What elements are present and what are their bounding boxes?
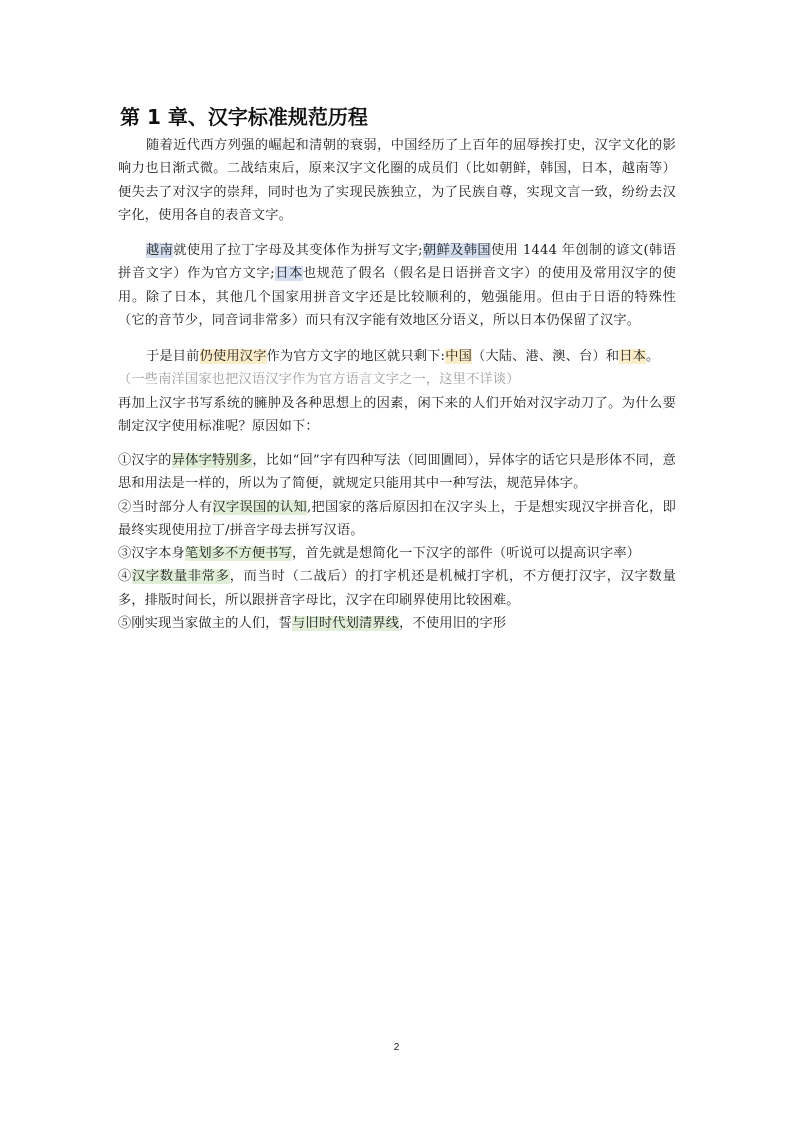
list-item	[118, 542, 676, 565]
list-item	[118, 449, 676, 496]
text-segment: 于是目前	[146, 349, 200, 364]
item-text: ,把国家的落后原因扣在汉字头上，于是想实现汉字拼音化，即最终实现使用拉丁/拼音字母去拼写汉语。	[118, 499, 676, 538]
item-text: ，而当时（二战后）的打字机还是机械打字机，不方便打汉字，汉字数量多，排版时间长，所以跟拼音字母比，汉字在印刷界使用比较困难。	[118, 569, 676, 608]
highlight-strokes: 笔划多不方便书写	[184, 546, 293, 562]
gray-note: （一些南洋国家也把汉语汉字作为官方语言文字之一，这里不详谈）	[118, 372, 520, 388]
chapter-title: 第 1 章、汉字标准规范历程	[120, 105, 368, 129]
highlight-japan-yellow: 日本	[619, 349, 647, 364]
text-segment: 再加上汉字书写系统的臃肿及各种思想上的因素，闲下来的人们开始对汉字动刀了。为什么要制定汉字使用标准呢？原因如下：	[118, 395, 676, 434]
highlight-japan: 日本	[274, 266, 303, 282]
item-prefix: ④	[118, 569, 132, 585]
highlight-quantity: 汉字数量非常多	[131, 569, 230, 585]
text-segment: （大陆、港、澳、台）和	[471, 349, 620, 364]
paragraph-countries	[118, 239, 676, 332]
list-item	[118, 496, 676, 543]
item-prefix: ③汉字本身	[118, 546, 185, 562]
highlight-variant-chars: 异体字特别多	[171, 453, 253, 468]
item-text: ，首先就是想简化一下汉字的部件（听说可以提高识字率）	[292, 546, 641, 562]
item-text: ，不使用旧的字形	[399, 616, 507, 632]
item-prefix: ⑤刚实现当家做主的人们，誓	[118, 616, 293, 632]
item-prefix: ②当时部分人有	[118, 499, 213, 515]
paragraph-intro: 随着近代西方列强的崛起和清朝的衰弱，中国经历了上百年的屈辱挨打史，汉字文化的影响力也日渐式微。二战结束后，原来汉字文化圈的成员们（比如朝鲜，韩国，日本，越南等）便失去了对汉字的崇拜，同时也为了实现民族独立，为了民族自尊，实现文言一致，纷纷去汉字化，使用各自的表音文字。	[118, 138, 676, 223]
highlight-china: 中国	[445, 349, 472, 364]
list-item	[118, 612, 676, 635]
list-item	[118, 565, 676, 612]
text-segment: 。	[646, 349, 660, 364]
text-segment: 也规范了假名（假名是日语拼音文字）的使用及常用汉字的使用。除了日本，其他几个国家用拼音文字还是比较顺利的，勉强能用。但由于日语的特殊性（它的音节少，同音词非常多）而只有汉字能有效地区分语义，所以日本仍保留了汉字。	[118, 266, 676, 328]
paragraph-line	[118, 345, 676, 368]
text-segment: 就使用了拉丁字母及其变体作为拼写文字;	[173, 243, 423, 258]
text-segment: 使用 1444 年创制的谚文(韩语拼音文字）作为官方文字;	[118, 243, 676, 282]
item-prefix: ①汉字的	[118, 453, 172, 468]
highlight-break-with-past: 与旧时代划清界线	[292, 616, 400, 632]
text-segment: 作为官方文字的地区就只剩下:	[266, 349, 446, 364]
page-number: 2	[393, 1042, 400, 1053]
highlight-misconception: 汉字误国的认知	[212, 499, 308, 515]
item-text: ，比如“回”字有四种写法（囘囬圚囘），异体字的话它只是形体不同，意思和用法是一样的，所以为了简便，就规定只能用其中一种写法，规范异体字。	[118, 453, 677, 492]
reasons-list	[118, 449, 676, 635]
highlight-still-using: 仍使用汉字	[199, 349, 267, 364]
paragraph-current-regions	[118, 345, 676, 438]
highlight-vietnam: 越南	[146, 243, 174, 258]
highlight-korea: 朝鲜及韩国	[422, 243, 492, 258]
